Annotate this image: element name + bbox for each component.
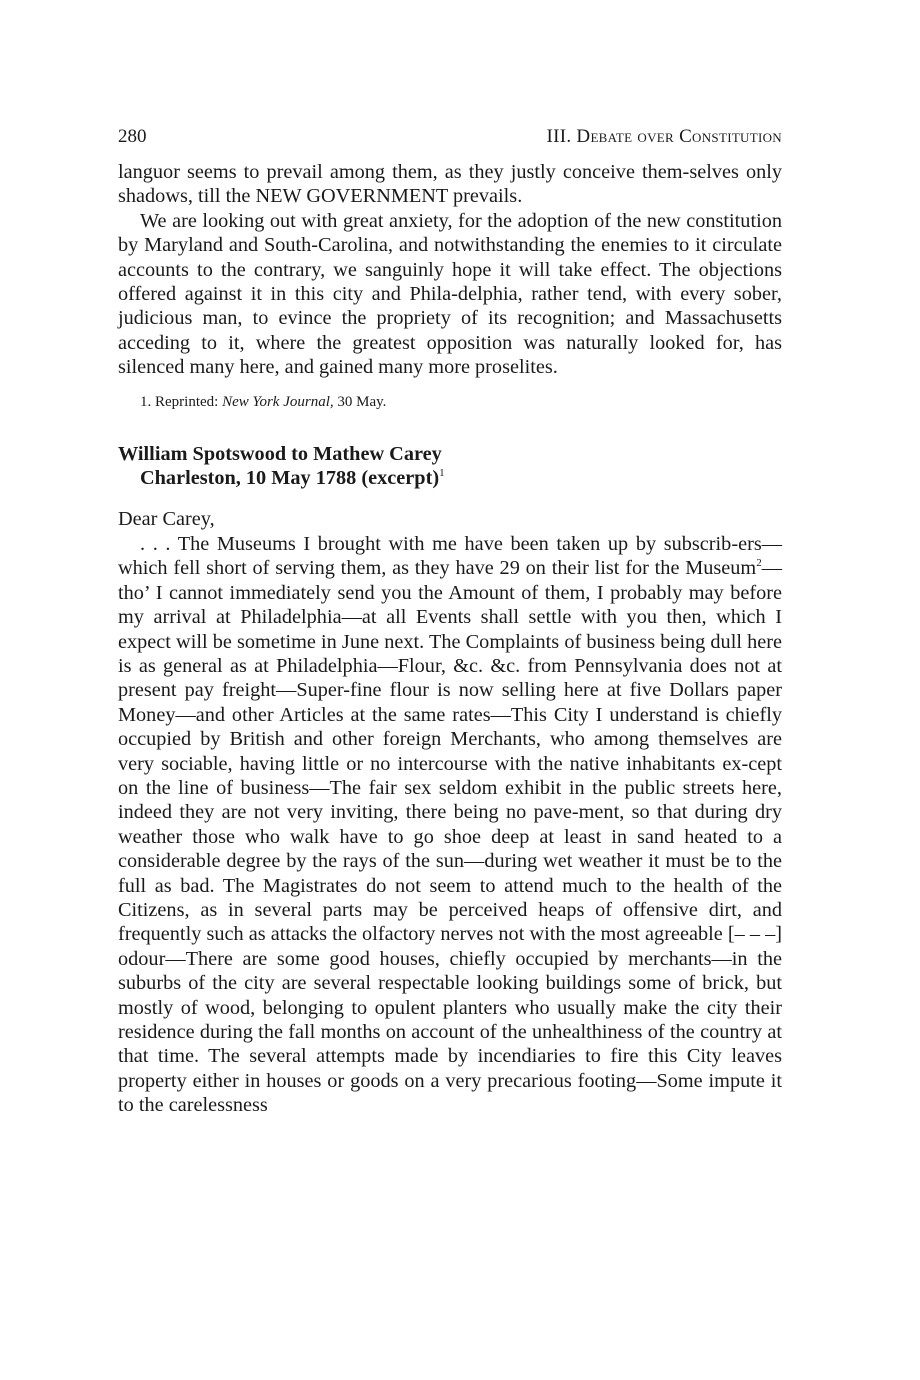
letter-text-part2: —tho’ I cannot immediately send you the Amount of them, I probably may before my arrival at Philadelphia—at all Events shall settle with you then, which I expect will be sometime in June next. The Complaints of business being dull here is as general as at Philadelphia—Flour, &c. &c. from Pennsylvania does not at present pay freight—Super-fine flour is now selling here at five Dollars paper Money—and other Articles at the same rates—This City I understand is chiefly occupied by British and other foreign Merchants, who among themselves are very sociable, having little or no intercourse with the native inhabitants ex-cept on the line of business—The fair sex seldom exhibit in the public streets here, indeed they are not very inviting, there being no pave-ment, so that during dry weather those who walk have to go shoe deep at least in sand heated to a considerable degree by the rays of the sun—during wet weather it must be to the full as bad. The Magistrates do not seem to attend much to the health of the Citizens, as in several parts may be perceived heaps of offensive dirt, and frequently such as attacks the olfactory nerves not with the most agreeable [– – –] odour—There are some good houses, chiefly occupied by merchants—in the suburbs of the city are several respectable looking buildings some of brick, but mostly of wood, belonging to opulent planters who usually make the city their residence during the fall months on account of the unhealthiness of the country at that time. The several attempts made by incendiaries to fire this City leaves property either in houses or goods on a very precarious footing—Some impute it to the carelessness	[118, 557, 782, 1117]
salutation: Dear Carey,	[118, 508, 215, 531]
footnote	[118, 392, 782, 412]
footnote-marker: 1	[439, 467, 445, 480]
document-page	[118, 126, 782, 1118]
page-number: 280	[118, 126, 147, 147]
running-title: III. Debate over Constitution	[546, 126, 782, 147]
letter-body	[118, 507, 782, 1117]
paragraph: We are looking out with great anxiety, for the adoption of the new constitution by Maryland and South-Carolina, and notwithstanding the enemies to it circulate accounts to the contrary, we sanguinly hope it will take effect. The objections offered against it in this city and Phila-delphia, rather tend, with every sober, judicious man, to evince the propriety of its recognition; and Massachusetts acceding to it, where the greatest opposition was naturally looked for, has silenced many here, and gained many more proselites.	[118, 209, 782, 379]
letter-paragraph	[118, 532, 782, 1118]
body-text	[118, 160, 782, 380]
document-title: William Spotswood to Mathew Carey	[118, 442, 442, 465]
footnote-source: New York Journal,	[222, 393, 334, 410]
document-dateline	[118, 466, 782, 490]
paragraph-continued: languor seems to prevail among them, as they justly conceive them-selves only shadows, till the NEW GOVERNMENT prevails.	[118, 161, 782, 208]
footnote-prefix: 1. Reprinted:	[140, 393, 223, 410]
footnote-marker: 2	[756, 557, 762, 570]
document-heading	[118, 442, 782, 491]
letter-text-part1: . . . The Museums I brought with me have been taken up by subscrib-ers—which fell short of serving them, as they have 29 on their list for the Museum	[118, 532, 782, 580]
running-header	[118, 126, 782, 160]
footnote-suffix: 30 May.	[333, 393, 387, 410]
dateline-text: Charleston, 10 May 1788 (excerpt)	[140, 467, 440, 490]
